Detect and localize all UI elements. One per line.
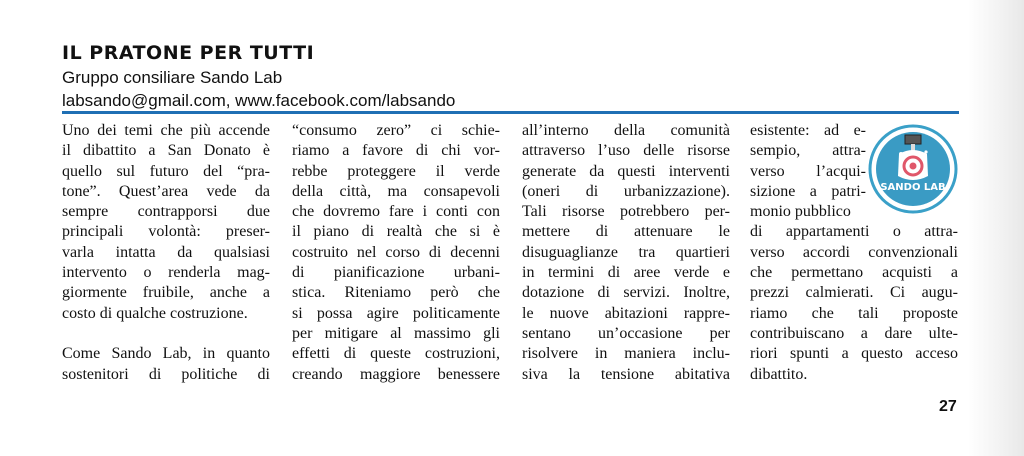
text-line: mettere di attenuare le: [522, 223, 730, 241]
text-line: di pianificazione urbani-: [292, 264, 500, 282]
text-line: attraverso l’uso delle risorse: [522, 142, 730, 160]
text-line: generate da questi interventi: [522, 162, 730, 180]
text-line: dotazione di servizi. Inoltre,: [522, 284, 730, 302]
text-line: rebbe proteggere il verde: [292, 162, 500, 180]
text-line: giormente fruibile, anche a: [62, 284, 270, 302]
text-column-1: [62, 121, 270, 385]
text-line: il piano di realtà che si è: [292, 223, 500, 241]
article-title: IL PRATONE PER TUTTI: [62, 42, 315, 64]
text-line: disuguaglianze tra quartieri: [522, 243, 730, 261]
text-line: sostenitori di politiche di: [62, 365, 270, 383]
header-divider: [62, 111, 959, 114]
text-line: dibattito.: [750, 365, 808, 383]
text-line: “consumo zero” ci schie-: [292, 122, 500, 139]
text-line: tone”. Quest’area vede da: [62, 182, 270, 200]
article-contact: labsando@gmail.com, www.facebook.com/labsando: [62, 91, 456, 110]
paragraph-gap: [62, 324, 270, 344]
text-line: verso l’acqui-: [750, 162, 866, 180]
text-line: quello sul futuro del “pra-: [62, 162, 270, 180]
text-line: sempre contrapporsi due: [62, 203, 270, 221]
text-line: sentano un’occasione per: [522, 324, 730, 342]
text-line: della città, ma consapevoli: [292, 182, 500, 200]
text-line: Uno dei temi che più accende: [62, 122, 270, 139]
text-line: intervento o renderla mag-: [62, 264, 270, 282]
text-line: di appartamenti o attra-: [750, 223, 958, 241]
text-line: che dovremo fare i conti con: [292, 203, 500, 221]
text-line: sempio, attra-: [750, 142, 866, 160]
article-author: Gruppo consiliare Sando Lab: [62, 68, 283, 87]
text-line: contribuiscano a dare ulte-: [750, 324, 958, 342]
text-line: siva la tensione abitativa: [522, 365, 730, 383]
text-line: (oneri di urbanizzazione).: [522, 182, 730, 200]
text-line: le nuove abitazioni rappre-: [522, 304, 730, 322]
text-line: stica. Riteniamo però che: [292, 284, 500, 302]
text-line: monio pubblico: [750, 203, 851, 221]
text-line: costo di qualche costruzione.: [62, 304, 248, 322]
page-edge-shadow: [968, 0, 1024, 456]
text-line: riamo a favore di chi vor-: [292, 142, 500, 160]
text-line: verso accordi convenzionali: [750, 243, 958, 261]
text-line: sizione a patri-: [750, 182, 866, 200]
text-line: costruito nel corso di decenni: [292, 243, 500, 261]
page-number: 27: [939, 398, 957, 415]
text-line: per mitigare al massimo gli: [292, 324, 500, 342]
text-line: creando maggiore benessere: [292, 365, 500, 383]
text-line: Tali risorse potrebbero per-: [522, 203, 730, 221]
text-line: all’interno della comunità: [522, 122, 730, 139]
text-line: riori spunti a questo acceso: [750, 345, 958, 363]
text-line: prezzi calmierati. Ci augu-: [750, 284, 958, 302]
text-line: risolvere in maniera inclu-: [522, 345, 730, 363]
text-line: principali volontà: preser-: [62, 223, 270, 241]
text-line: effetti di queste costruzioni,: [292, 345, 500, 363]
svg-text:SANDO LAB: SANDO LAB: [880, 182, 946, 193]
text-column-3: [522, 121, 730, 385]
text-line: riamo che tali proposte: [750, 304, 958, 322]
sando-lab-logo: [868, 124, 958, 214]
text-line: in termini di aree verde e: [522, 264, 730, 282]
text-line: varla intatta da qualsiasi: [62, 243, 270, 261]
text-line: Come Sando Lab, in quanto: [62, 345, 270, 363]
text-line: che permettano acquisti a: [750, 264, 958, 282]
text-column-2: [292, 121, 500, 385]
text-line: esistente: ad e-: [750, 122, 866, 139]
text-line: si possa agire politicamente: [292, 304, 500, 322]
text-line: il dibattito a San Donato è: [62, 142, 270, 160]
